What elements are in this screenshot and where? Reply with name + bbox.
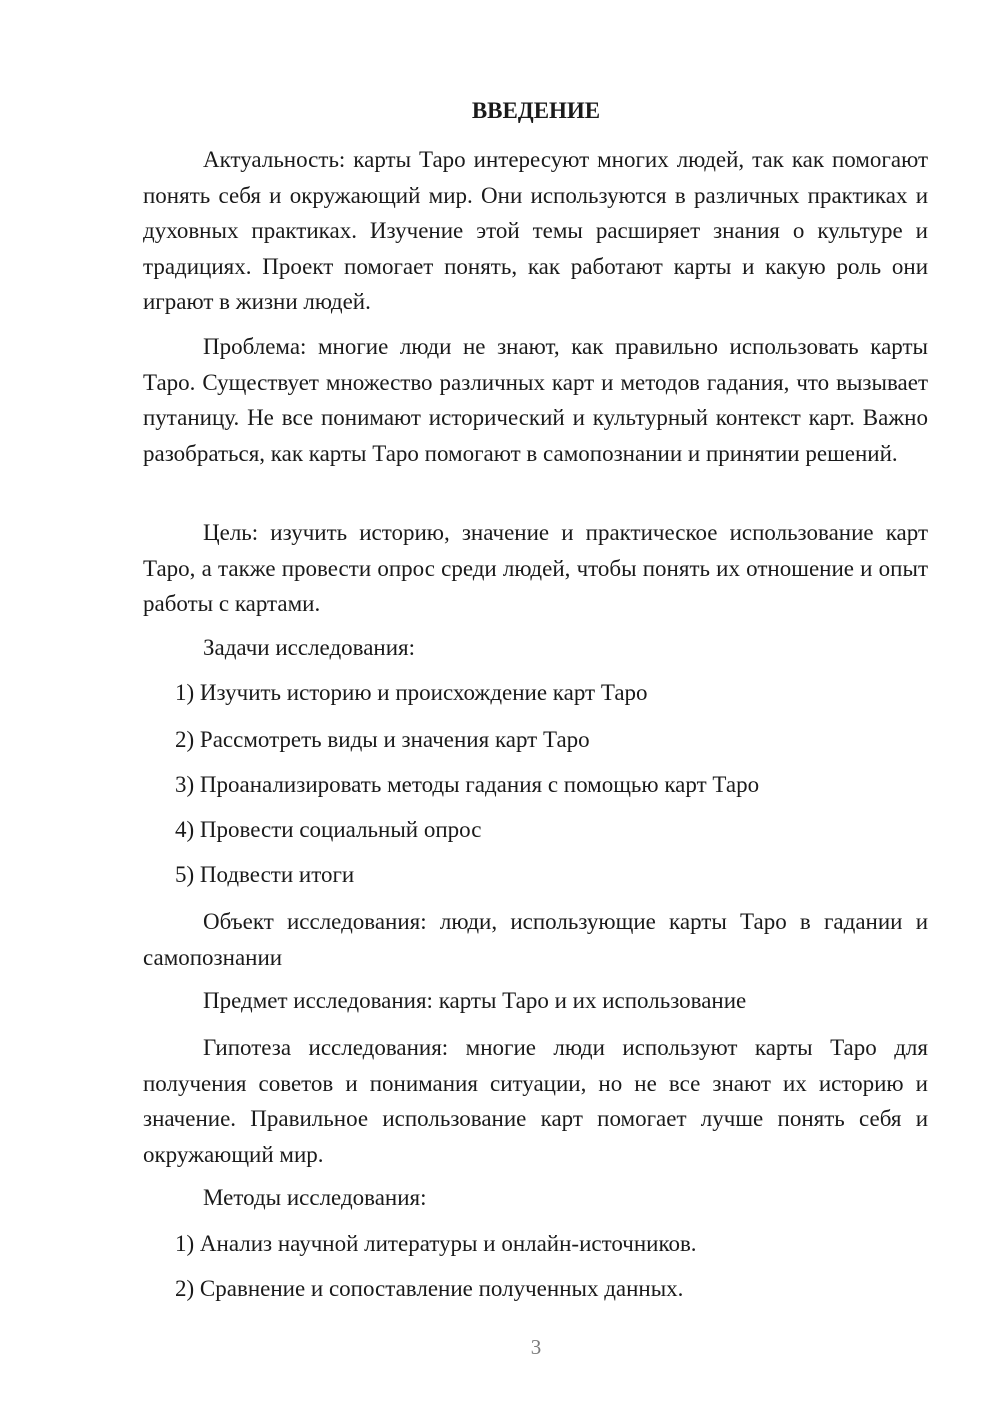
tasks-title: Задачи исследования: [203, 635, 416, 660]
task-item: 3) Проанализировать методы гадания с помощью карт Таро [175, 772, 760, 797]
subject-line: Предмет исследования: карты Таро и их использование [203, 988, 747, 1013]
method-item: 2) Сравнение и сопоставление полученных данных. [175, 1276, 684, 1301]
paragraph-object: Объект исследования: люди, использующие карты Таро в гадании и самопознании [143, 909, 928, 970]
paragraph-problem: Проблема: многие люди не знают, как правильно использовать карты Таро. Существует множество различных карт и методов гадания, что вызывает путаницу. Не все понимают исторический и культурный контекст карт. Важно разобраться, как карты Таро помогают в самопознании и принятии решений. [143, 334, 928, 466]
paragraph-goal: Цель: изучить историю, значение и практическое использование карт Таро, а также провести опрос среди людей, чтобы понять их отношение и опыт работы с картами. [143, 520, 928, 616]
task-item: 4) Провести социальный опрос [175, 817, 482, 842]
task-item: 2) Рассмотреть виды и значения карт Таро [175, 727, 590, 752]
methods-title: Методы исследования: [203, 1185, 427, 1210]
task-item: 1) Изучить историю и происхождение карт Таро [175, 680, 648, 705]
page-number: 3 [530, 1335, 542, 1359]
task-item: 5) Подвести итоги [175, 862, 355, 887]
paragraph-relevance: Актуальность: карты Таро интересуют многих людей, так как помогают понять себя и окружающий мир. Они используются в различных практиках и духовных практиках. Изучение этой темы расширяет знания о культуре и традициях. Проект помогает понять, как работают карты и какую роль они играют в жизни людей. [143, 147, 928, 314]
paragraph-hypothesis: Гипотеза исследования: многие люди используют карты Таро для получения советов и понимания ситуации, но не все знают их историю и значение. Правильное использование карт помогает лучше понять себя и окружающий мир. [143, 1035, 928, 1167]
method-item: 1) Анализ научной литературы и онлайн-источников. [175, 1231, 697, 1256]
section-heading: ВВЕДЕНИЕ [471, 98, 601, 123]
